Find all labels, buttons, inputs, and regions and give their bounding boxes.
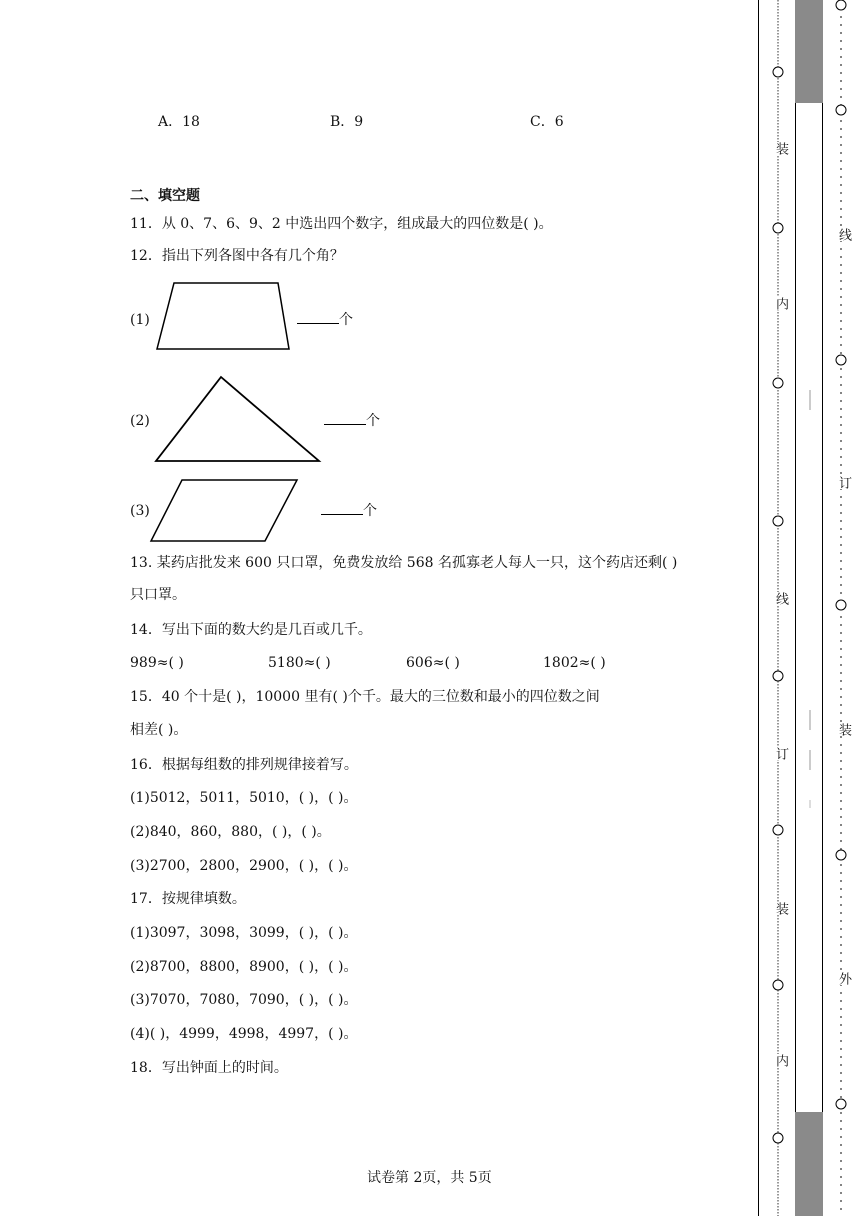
margin-outer-char-xian: 线: [836, 228, 851, 241]
margin-char-ding: 订: [773, 747, 788, 760]
margin-border-mid-left: [795, 103, 796, 1112]
estimate-item-2: 5180≈( ): [268, 655, 331, 671]
estimate-item-3: 606≈( ): [406, 655, 460, 671]
question-14: 14．写出下面的数大约是几百或几千。: [130, 622, 372, 638]
outer-binding-line: [831, 0, 851, 1216]
question-16: 16．根据每组数的排列规律接着写。: [130, 757, 358, 773]
figure-label-1: (1): [130, 312, 150, 328]
margin-grey-top: [795, 0, 823, 103]
inner-binding-line: [768, 0, 788, 1216]
section-title: 二、填空题: [130, 188, 200, 204]
estimate-item-4: 1802≈( ): [543, 655, 606, 671]
pattern-item-3: (3)7070，7080，7090，( )，( )。: [130, 992, 358, 1008]
margin-char-xian: 线: [773, 592, 788, 605]
answer-blank-3: 个: [321, 502, 377, 520]
margin-char-nei-2: 内: [773, 1054, 788, 1067]
question-15-line2: 相差( )。: [130, 722, 188, 738]
estimate-item-1: 989≈( ): [130, 655, 184, 671]
sequence-item-3: (3)2700，2800，2900，( )，( )。: [130, 858, 358, 874]
option-b: B．9: [330, 114, 364, 130]
question-11: 11．从 0、7、6、9、2 中选出四个数字，组成最大的四位数是( )。: [130, 216, 553, 232]
trapezoid-figure: [150, 280, 300, 355]
answer-blank-2: 个: [324, 412, 380, 430]
margin-outer-char-zhuang: 装: [836, 723, 851, 736]
question-12: 12．指出下列各图中各有几个角？: [130, 248, 344, 264]
question-13-line2: 只口罩。: [130, 587, 186, 603]
page-footer: 试卷第 2页，共 5页: [367, 1170, 492, 1186]
answer-blank-1: 个: [297, 311, 353, 329]
margin-outer-char-ding: 订: [836, 476, 851, 489]
margin-outer-char-wai: 外: [836, 972, 851, 985]
figure-label-2: (2): [130, 413, 150, 429]
sequence-item-2: (2)840，860，880，( )，( )。: [130, 824, 331, 840]
margin-char-nei-1: 内: [773, 297, 788, 310]
question-13-line1: 13. 某药店批发来 600 只口罩，免费发放给 568 名孤寡老人每人一只，这个药店还剩( ): [130, 555, 678, 571]
triangle-figure: [150, 372, 330, 468]
middle-faint-marks: [800, 380, 820, 830]
sequence-item-1: (1)5012，5011，5010，( )，( )。: [130, 790, 358, 806]
question-18: 18．写出钟面上的时间。: [130, 1060, 288, 1076]
pattern-item-2: (2)8700，8800，8900，( )，( )。: [130, 959, 358, 975]
question-17: 17．按规律填数。: [130, 891, 246, 907]
margin-border-left: [758, 0, 759, 1216]
margin-border-mid-right: [822, 103, 823, 1112]
parallelogram-figure: [148, 476, 303, 546]
margin-grey-bottom: [795, 1112, 823, 1216]
margin-char-zhuang-2: 装: [773, 902, 788, 915]
figure-label-3: (3): [130, 503, 150, 519]
pattern-item-4: (4)( )，4999，4998，4997，( )。: [130, 1026, 358, 1042]
option-a: A．18: [158, 114, 200, 130]
margin-char-zhuang-1: 装: [773, 142, 788, 155]
option-c: C．6: [530, 114, 564, 130]
question-15-line1: 15．40 个十是( )，10000 里有( )个千。最大的三位数和最小的四位数之间: [130, 689, 600, 705]
pattern-item-1: (1)3097，3098，3099，( )，( )。: [130, 925, 358, 941]
